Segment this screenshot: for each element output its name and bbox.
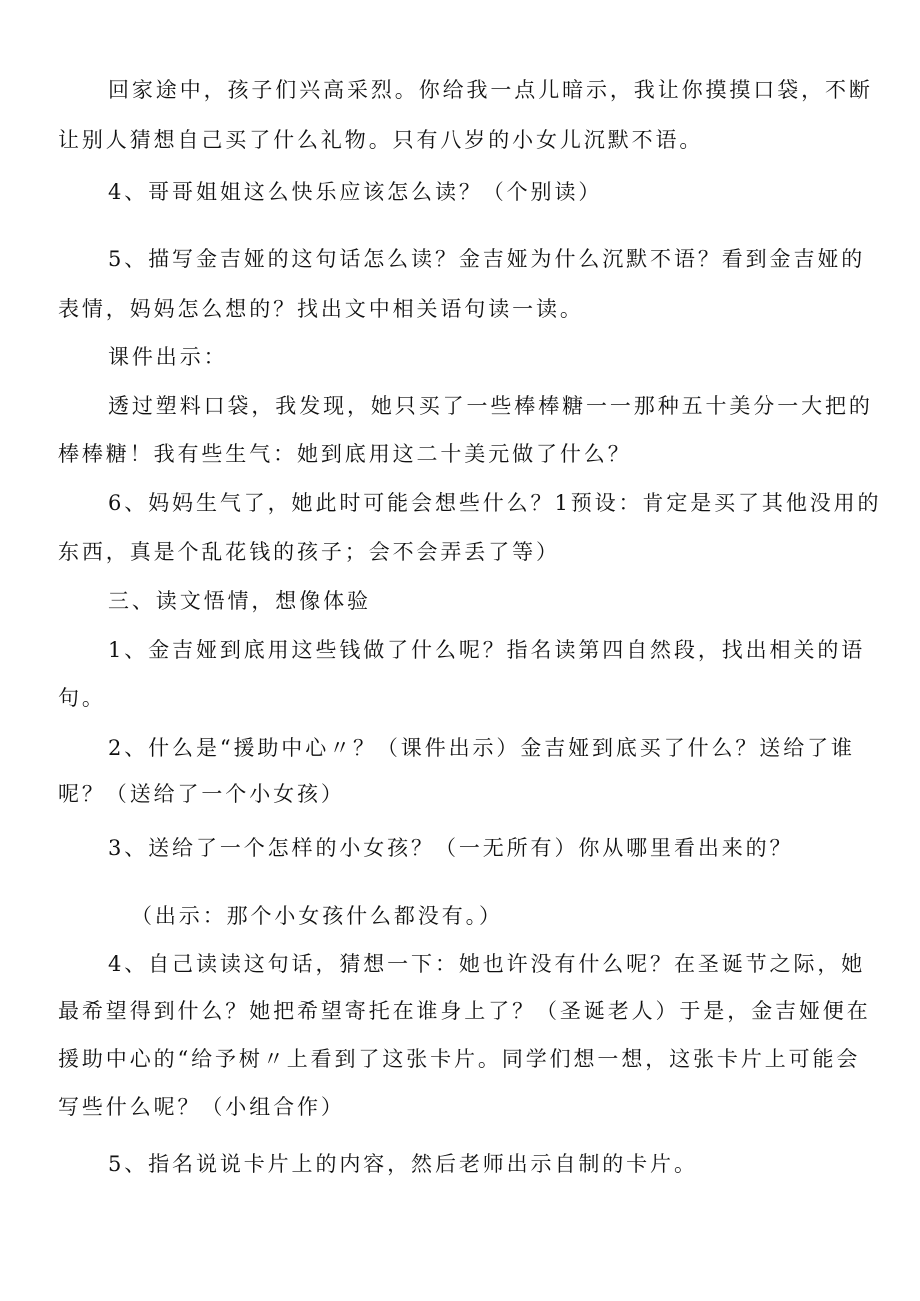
text-line: 2、什么是“援助中心〃？（课件出示）金吉娅到底买了什么？送给了谁 [108,736,855,760]
text-line: 5、描写金吉娅的这句话怎么读？金吉娅为什么沉默不语？看到金吉娅的 [108,247,866,271]
text-line: 课件出示： [108,345,228,369]
text-line: 1、金吉娅到底用这些钱做了什么呢？指名读第四自然段，找出相关的语 [108,638,866,662]
text-line: 表情，妈妈怎么想的？找出文中相关语句读一读。 [58,297,584,321]
text-line: 呢？（送给了一个小女孩） [58,782,345,806]
heading-line: 三、读文悟情，想像体验 [108,589,371,613]
text-line: 最希望得到什么？她把希望寄托在谁身上了？（圣诞老人）于是，金吉娅便在 [58,999,871,1023]
text-line: 让别人猜想自己买了什么礼物。只有八岁的小女儿沉默不语。 [58,128,704,152]
text-line: 3、送给了一个怎样的小女孩？（一无所有）你从哪里看出来的？ [108,836,794,860]
text-line: 棒棒糖！我有些生气：她到底用这二十美元做了什么？ [58,442,632,466]
text-line: 东西，真是个乱花钱的孩子；会不会弄丢了等） [58,540,560,564]
text-line: 写些什么呢？（小组合作） [58,1095,345,1119]
text-line: 4、哥哥姐姐这么快乐应该怎么读？（个别读） [108,180,603,204]
text-line: 句。 [58,686,106,710]
text-line: 援助中心的“给予树〃上看到了这张卡片。同学们想一想，这张卡片上可能会 [58,1047,861,1071]
text-line: 5、指名说说卡片上的内容，然后老师出示自制的卡片。 [108,1152,698,1176]
text-line: 回家途中，孩子们兴高采烈。你给我一点儿暗示，我让你摸摸口袋，不断 [108,78,873,102]
text-line: （出示：那个小女孩什么都没有。） [131,904,503,928]
text-line: 透过塑料口袋，我发现，她只买了一些棒棒糖一一那种五十美分一大把的 [108,394,873,418]
text-line: 6、妈妈生气了，她此时可能会想些什么？1预设：肯定是买了其他没用的 [108,491,882,515]
text-line: 4、自己读读这句话，猜想一下：她也许没有什么呢？在圣诞节之际，她 [108,952,866,976]
